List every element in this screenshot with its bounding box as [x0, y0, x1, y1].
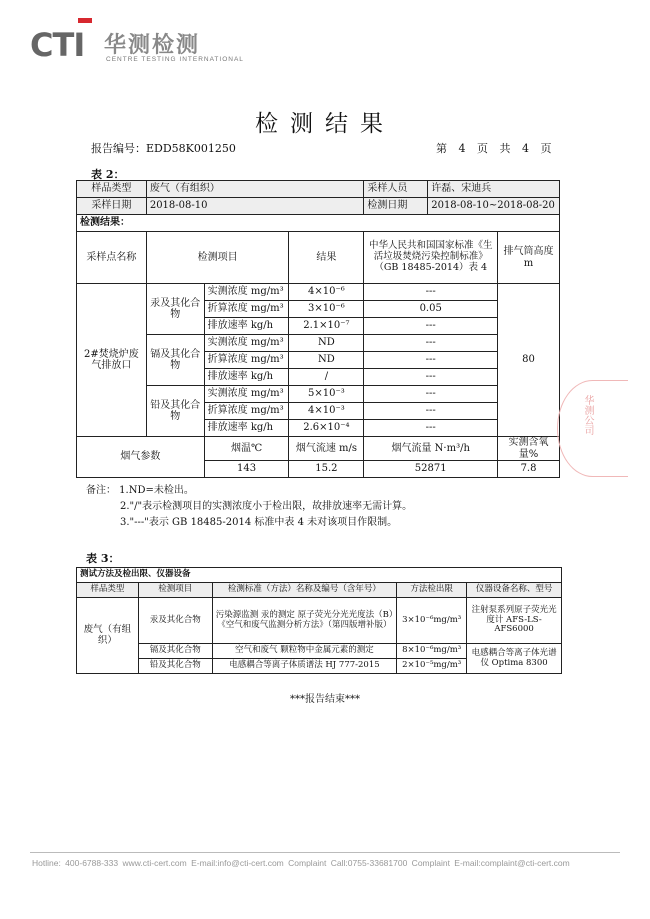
footer-divider: [30, 852, 620, 853]
sample-type-value: 废气（有组织）: [146, 181, 364, 198]
method-limit: 3×10⁻⁶mg/m³: [397, 598, 467, 644]
item: 实测浓度 mg/m³: [204, 386, 289, 403]
col-height: 排气筒高度 m: [498, 232, 560, 284]
seal-text: 华测公司: [582, 395, 593, 435]
flue-velocity: 15.2: [289, 461, 364, 478]
method-item: 汞及其化合物: [138, 598, 212, 644]
standard: ---: [364, 369, 498, 386]
footer-contact: Hotline: 400-6788-333 www.cti-cert.com E-mail:info@cti-cert.com Complaint Call:0755-33681700 Complaint E-mail:complaint@cti-cert.com: [32, 858, 570, 868]
group-name: 镉及其化合物: [146, 335, 204, 386]
flue-h-flow: 烟气流量 N·m³/h: [364, 437, 498, 461]
flue-h-oxygen: 实测含氧量%: [498, 437, 560, 461]
stack-height: 80: [498, 284, 560, 437]
flue-params-label: 烟气参数: [77, 437, 205, 478]
method-limit: 8×10⁻⁶mg/m³: [397, 644, 467, 659]
item: 实测浓度 mg/m³: [204, 284, 289, 301]
item: 折算浓度 mg/m³: [204, 403, 289, 420]
method-table: [76, 567, 562, 674]
result: 2.1×10⁻⁷: [289, 318, 364, 335]
item: 实测浓度 mg/m³: [204, 335, 289, 352]
result: 4×10⁻³: [289, 403, 364, 420]
result: ND: [289, 352, 364, 369]
method-name: 污染源监测 汞的测定 原子荧光分光光度法（B）《空气和废气监测分析方法》（第四版增补版）: [212, 598, 396, 644]
standard: ---: [364, 386, 498, 403]
col-item: 检测项目: [146, 232, 289, 284]
standard: ---: [364, 318, 498, 335]
item: 排放速率 kg/h: [204, 369, 289, 386]
sampler-value: 许磊、宋迪兵: [428, 181, 560, 198]
method-caption: 测试方法及检出限、仪器设备: [77, 568, 562, 583]
logo-chinese-name: 华测检测: [104, 33, 201, 58]
result: 3×10⁻⁶: [289, 301, 364, 318]
method-item: 铅及其化合物: [138, 659, 212, 674]
item: 折算浓度 mg/m³: [204, 301, 289, 318]
flue-temp: 143: [204, 461, 289, 478]
group-name: 汞及其化合物: [146, 284, 204, 335]
standard: ---: [364, 284, 498, 301]
flue-h-temp: 烟温℃: [204, 437, 289, 461]
group-name: 铅及其化合物: [146, 386, 204, 437]
test-date-label: 检测日期: [364, 198, 428, 215]
sample-type-label: 样品类型: [77, 181, 147, 198]
method-name: 电感耦合等离子体质谱法 HJ 777-2015: [212, 659, 396, 674]
logo-english-name: CENTRE TESTING INTERNATIONAL: [106, 56, 244, 63]
sample-date-value: 2018-08-10: [146, 198, 364, 215]
col-point: 采样点名称: [77, 232, 147, 284]
item: 折算浓度 mg/m³: [204, 352, 289, 369]
logo-mark: CTI: [30, 26, 85, 64]
result: 5×10⁻³: [289, 386, 364, 403]
page-title: 检测结果: [255, 111, 395, 137]
flue-h-velocity: 烟气流速 m/s: [289, 437, 364, 461]
standard: ---: [364, 420, 498, 437]
note-3: 3."---"表示 GB 18485-2014 标准中表 4 未对该项目作限制。: [120, 517, 398, 528]
page-indicator: 第 4 页 共 4 页: [436, 142, 552, 155]
method-instrument: 电感耦合等离子体光谱仪 Optima 8300: [467, 644, 562, 674]
result: 2.6×10⁻⁴: [289, 420, 364, 437]
results-table: [76, 180, 560, 478]
note-1: 备注： 1.ND=未检出。: [86, 485, 194, 496]
note-2: 2."/"表示检测项目的实测浓度小于检出限，故排放速率无需计算。: [120, 501, 413, 512]
method-instrument: 注射泵系列原子荧光光度计 AFS-LS-AFS6000: [467, 598, 562, 644]
notes: [86, 483, 412, 531]
result: ND: [289, 335, 364, 352]
result: 4×10⁻⁶: [289, 284, 364, 301]
col-result: 结果: [289, 232, 364, 284]
sample-date-label: 采样日期: [77, 198, 147, 215]
standard: 0.05: [364, 301, 498, 318]
report-number: 报告编号：EDD58K001250: [91, 142, 236, 155]
method-limit: 2×10⁻⁵mg/m³: [397, 659, 467, 674]
h-limit: 方法检出限: [397, 583, 467, 598]
h-item: 检测项目: [138, 583, 212, 598]
item: 排放速率 kg/h: [204, 420, 289, 437]
standard: ---: [364, 352, 498, 369]
item: 排放速率 kg/h: [204, 318, 289, 335]
flue-flow: 52871: [364, 461, 498, 478]
h-instrument: 仪器设备名称、型号: [467, 583, 562, 598]
h-type: 样品类型: [77, 583, 139, 598]
logo-accent: [78, 18, 92, 23]
report-end: ***报告结束***: [290, 694, 360, 705]
standard: ---: [364, 335, 498, 352]
results-label: 检测结果：: [77, 215, 560, 232]
sampling-point: 2#焚烧炉废气排放口: [77, 284, 147, 437]
result: /: [289, 369, 364, 386]
method-name: 空气和废气 颗粒物中金属元素的测定: [212, 644, 396, 659]
standard: ---: [364, 403, 498, 420]
table3-label: 表 3：: [86, 552, 120, 565]
flue-oxygen: 7.8: [498, 461, 560, 478]
method-sample-type: 废气（有组织）: [77, 598, 139, 674]
sampler-label: 采样人员: [364, 181, 428, 198]
h-method: 检测标准（方法）名称及编号（含年号）: [212, 583, 396, 598]
col-standard: 中华人民共和国国家标准《生活垃圾焚烧污染控制标准》（GB 18485-2014）表 4: [364, 232, 498, 284]
table2-label: 表 2：: [91, 168, 125, 181]
test-date-value: 2018-08-10~2018-08-20: [428, 198, 560, 215]
method-item: 镉及其化合物: [138, 644, 212, 659]
